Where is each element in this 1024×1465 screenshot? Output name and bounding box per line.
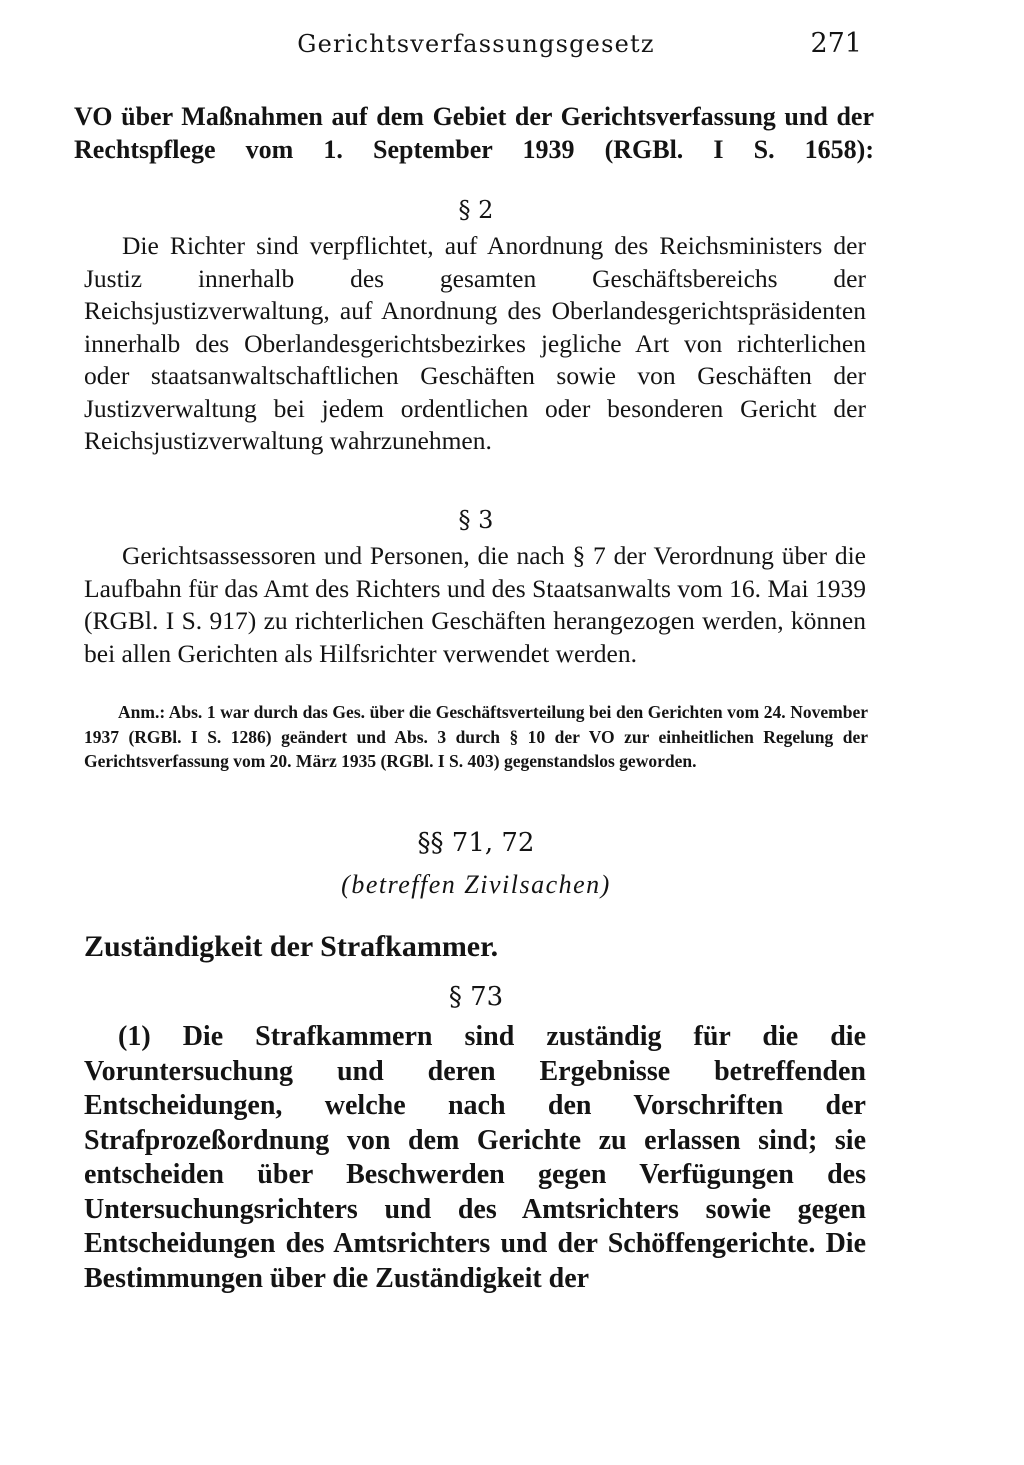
regulation-heading: VO über Maßnahmen auf dem Gebiet der Gerichtsverfassung und der Rechtspflege vom 1. September 1939 (RGBl. I S. 1658): [74,102,874,164]
strafkammer-heading: Zuständigkeit der Strafkammer. [84,930,499,963]
page-number: 271 [810,28,862,59]
section-73-text: (1) Die Strafkammern sind zuständig für die die Voruntersuchung und deren Ergebnisse betreffenden Entscheidungen, welche nach den Vorschriften der Strafprozeßordnung von dem Gerichte zu erlassen sind; sie entscheiden über Beschwerden gegen Verfügungen des Untersuchungsrichters und des Amtsrichters sowie gegen Entscheidungen des Amtsrichters und der Schöffengerichte. Die Bestimmungen über die Zuständigkeit der [84,1021,866,1294]
section-71-72-subtitle: (betreffen Zivilsachen) [341,870,611,899]
section-3-label: § 3 [458,506,494,534]
running-title: Gerichtsverfassungsgesetz [297,30,655,58]
section-2-text: Die Richter sind verpflichtet, auf Anordnung des Reichsministers der Justiz innerhalb des gesamten Geschäftsbereichs der Reichsjustizverwaltung, auf Anordnung des Oberlandesgerichtspräsidenten innerhalb des Oberlandesgerichtsbezirkes jegliche Art von richterlichen oder staatsanwaltschaftlichen Geschäften sowie von Geschäften der Justizverwaltung bei jedem ordentlichen oder besonderen Gericht der Reichsjustizverwaltung wahrzunehmen. [84,231,866,455]
section-3-text: Gerichtsassessoren und Personen, die nach § 7 der Verordnung über die Laufbahn für das Amt des Richters und des Staatsanwalts vom 16. Mai 1939 (RGBl. I S. 917) zu richterlichen Geschäften herangezogen werden, können bei allen Gerichten als Hilfsrichter verwendet werden. [84,541,866,668]
annotation-note: Anm.: Abs. 1 war durch das Ges. über die Geschäftsverteilung bei den Gerichten vom 24. November 1937 (RGBl. I S. 1286) geändert und Abs. 3 durch § 10 der VO zur einheitlichen Regelung der Gerichtsverfassung vom 20. März 1935 (RGBl. I S. 403) gegenstandslos geworden. [84,702,868,771]
section-2-label: § 2 [458,196,494,224]
running-head [84,30,868,70]
section-71-72-label: §§ 71, 72 [417,828,535,858]
section-73-label: § 73 [448,982,504,1012]
book-page [74,0,874,1465]
